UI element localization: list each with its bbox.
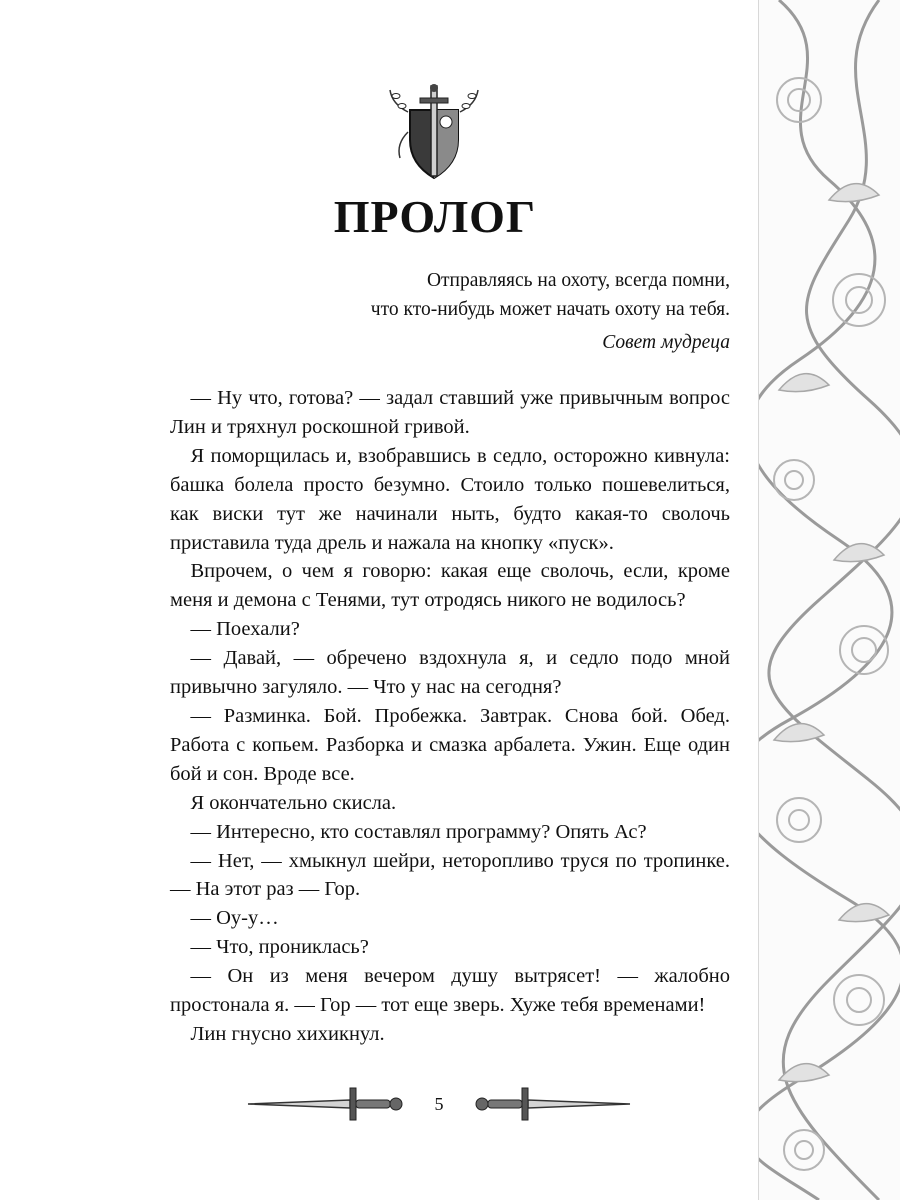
epigraph-line: Отправляясь на охоту, всегда помни, [426,270,730,291]
paragraph: — Давай, — обречено вздохнула я, и седло подо мной привычно загуляло. — Что у нас на сегодня? [170,647,730,699]
paragraph: — Ну что, готова? — задал ставший уже привычным вопрос Лин и тряхнул роскошной гривой. [170,387,730,438]
paragraph: — Что, прониклась? [190,936,369,959]
paragraph: — Он из меня вечером душу вытрясет! — жалобно простонала я. — Гор — тот еще зверь. Хуже тебя временами! [170,965,730,1017]
paragraph: — Интересно, кто составлял программу? Опять Ас? [190,820,647,843]
floral-ornament-icon [759,0,900,1200]
paragraph: — Разминка. Бой. Пробежка. Завтрак. Снова бой. Обед. Работа с копьем. Разборка и смазка арбалета. Ужин. Еще один бой и сон. Вроде все. [170,704,730,785]
paragraph: — Оу-у… [190,907,279,930]
paragraph: Я поморщилась и, взобравшись в седло, осторожно кивнула: башка болела просто безумно. Стоило только пошевелиться, как виски тут же начинали ныть, будто какая-то сволочь приставила туда дрель и нажала на кнопку «пуск». [170,444,730,554]
chapter-body [170,384,730,1049]
paragraph: — Поехали? [190,618,300,641]
epigraph-source: Совет мудреца [602,332,730,353]
paragraph: Я окончательно скисла. [190,791,397,814]
epigraph-line: что кто-нибудь может начать охоту на тебя. [370,299,730,320]
sword-right-icon [472,1082,632,1126]
shield-sword-emblem-icon [386,82,482,182]
page-number: 5 [434,1094,444,1114]
epigraph [230,266,730,357]
paragraph: — Нет, — хмыкнул шейри, неторопливо труся по тропинке. — На этот раз — Гор. [170,849,730,901]
paragraph: Лин гнусно хихикнул. [190,1022,385,1045]
decorative-border [758,0,900,1200]
page-footer [246,1080,632,1130]
paragraph: Впрочем, о чем я говорю: какая еще сволочь, если, кроме меня и демона с Тенями, тут отродясь никого не водилось? [170,560,730,612]
chapter-title: ПРОЛОГ [333,191,537,242]
